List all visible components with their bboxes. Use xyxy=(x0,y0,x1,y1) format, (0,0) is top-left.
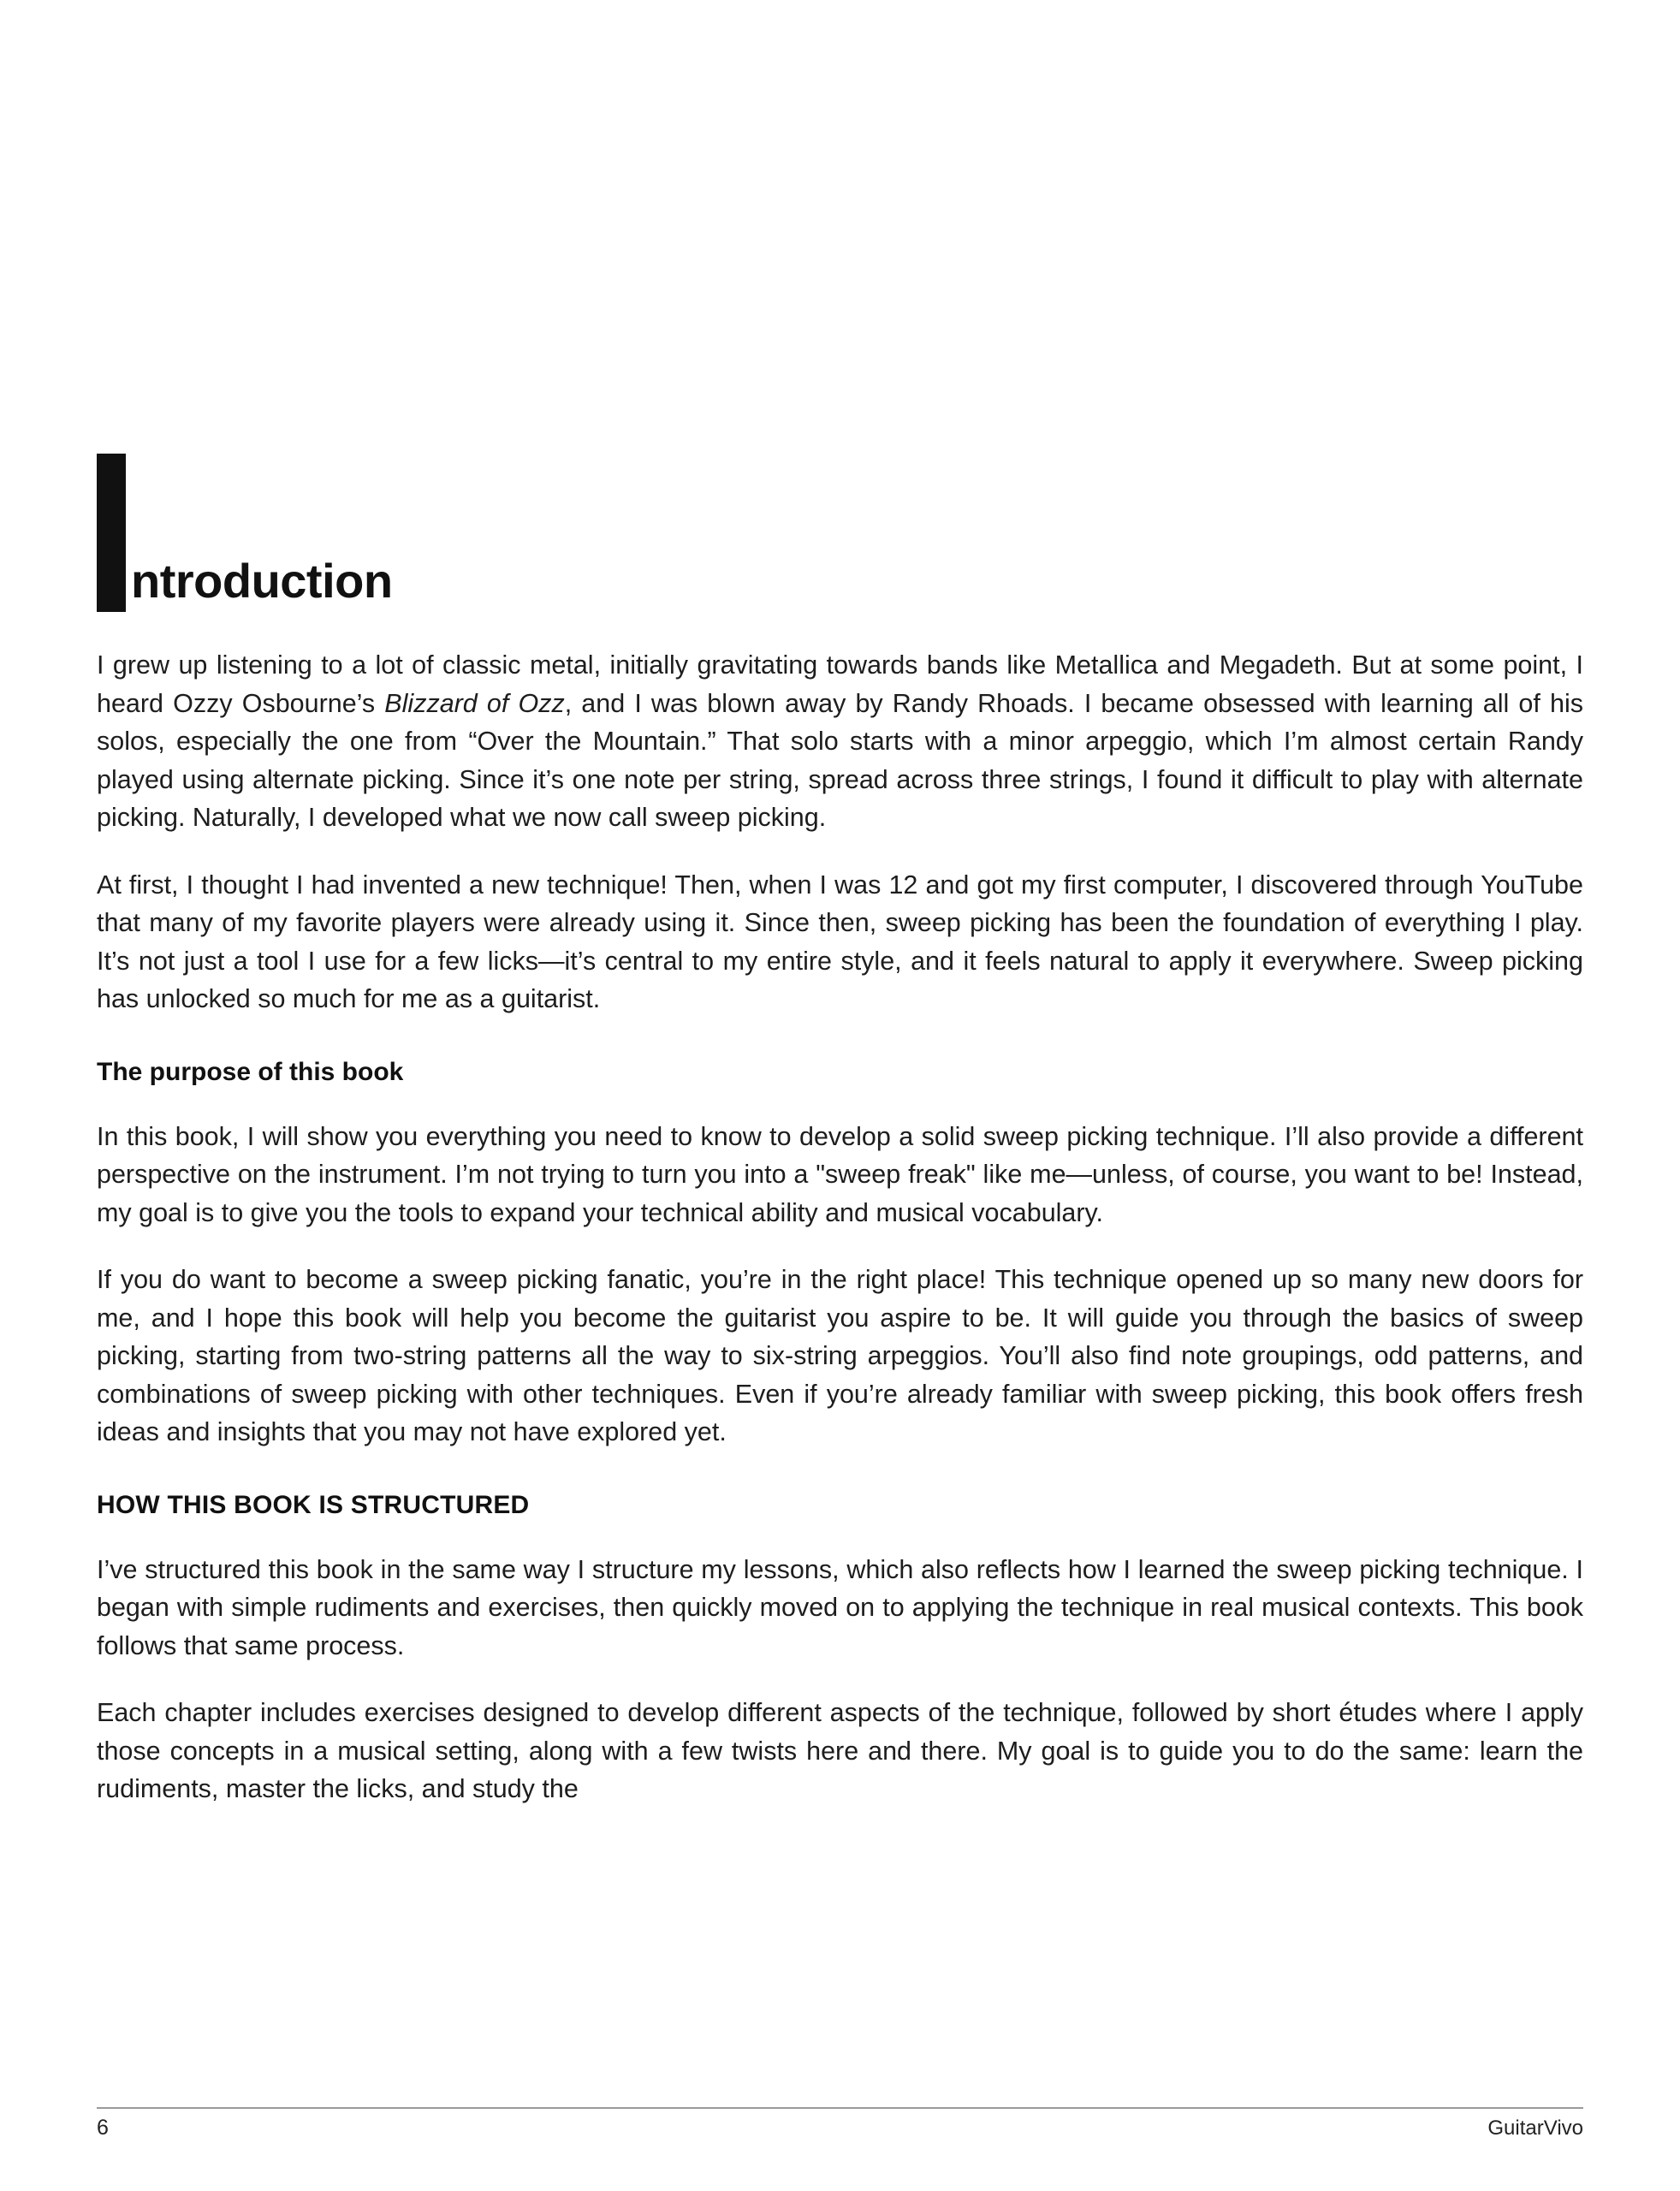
spacer xyxy=(97,1018,1583,1058)
footer-divider xyxy=(97,2107,1583,2109)
spacer xyxy=(97,1452,1583,1491)
paragraph-2: At first, I thought I had invented a new technique! Then, when I was 12 and got my first computer, I discovered through YouTube that many of my favorite players were already using it. Since then, sweep picking has been the foundation of everything I play. It’s not just a tool I use for a few licks—it’s central to my entire style, and it feels natural to apply it everywhere. Sweep picking has unlocked so much for me as a guitarist. xyxy=(97,870,1583,1014)
body-text xyxy=(97,646,1583,1808)
page-number: 6 xyxy=(97,2116,109,2140)
book-title-italic: Blizzard of Ozz xyxy=(384,688,565,718)
paragraph-1 xyxy=(97,646,1583,837)
spacer xyxy=(97,1087,1583,1118)
heading-structure: HOW THIS BOOK IS STRUCTURED xyxy=(97,1490,530,1519)
chapter-title-text: ntroduction xyxy=(131,554,393,608)
paragraph-5: I’ve structured this book in the same way I structure my lessons, which also reflects how I learned the sweep picking technique. I began with simple rudiments and exercises, then quickly moved on to applying the technique in real musical contexts. This book follows that same process. xyxy=(97,1554,1583,1660)
paragraph-1-part2: , and I was blown away by Randy Rhoads. I became obsessed with learning all of his solos, especially the one from “Over the Mountain.” That solo starts with a minor arpeggio, which I’m almost certain Randy played using alternate picking. Since it’s one note per string, spread across three strings, I found it difficult to play with alternate picking. Naturally, I developed what we now call sweep picking. xyxy=(97,688,1583,833)
paragraph-6: Each chapter includes exercises designed to develop different aspects of the technique, followed by short études where I apply those concepts in a musical setting, along with a few twists here and there. My goal is to guide you to do the same: learn the rudiments, master the licks, and study the xyxy=(97,1698,1583,1804)
page-footer xyxy=(97,2116,1583,2141)
chapter-title xyxy=(97,441,393,612)
paragraph-4: If you do want to become a sweep picking fanatic, you’re in the right place! This technique opened up so many new doors for me, and I hope this book will help you become the guitarist you aspire to be. It will guide you through the basics of sweep picking, starting from two-string patterns all the way to six-string arpeggios. You’ll also find note groupings, odd patterns, and combinations of sweep picking with other techniques. Even if you’re already familiar with sweep picking, this book offers fresh ideas and insights that you may not have explored yet. xyxy=(97,1265,1583,1447)
paragraph-1-part1: I grew up listening to a lot of classic metal, initially gravitating towards bands like Metallica and Megadeth. But at some point, I heard Ozzy Osbourne’s xyxy=(97,650,1583,718)
dropcap-bar-i xyxy=(97,454,126,612)
spacer xyxy=(97,1520,1583,1551)
paragraph-3: In this book, I will show you everything you need to know to develop a solid sweep picking technique. I’ll also provide a different perspective on the instrument. I’m not trying to turn you into a "sweep freak" like me—unless, of course, you want to be! Instead, my goal is to give you the tools to expand your technical ability and musical vocabulary. xyxy=(97,1121,1583,1227)
heading-purpose: The purpose of this book xyxy=(97,1057,404,1086)
footer-brand: GuitarVivo xyxy=(1487,2116,1583,2140)
